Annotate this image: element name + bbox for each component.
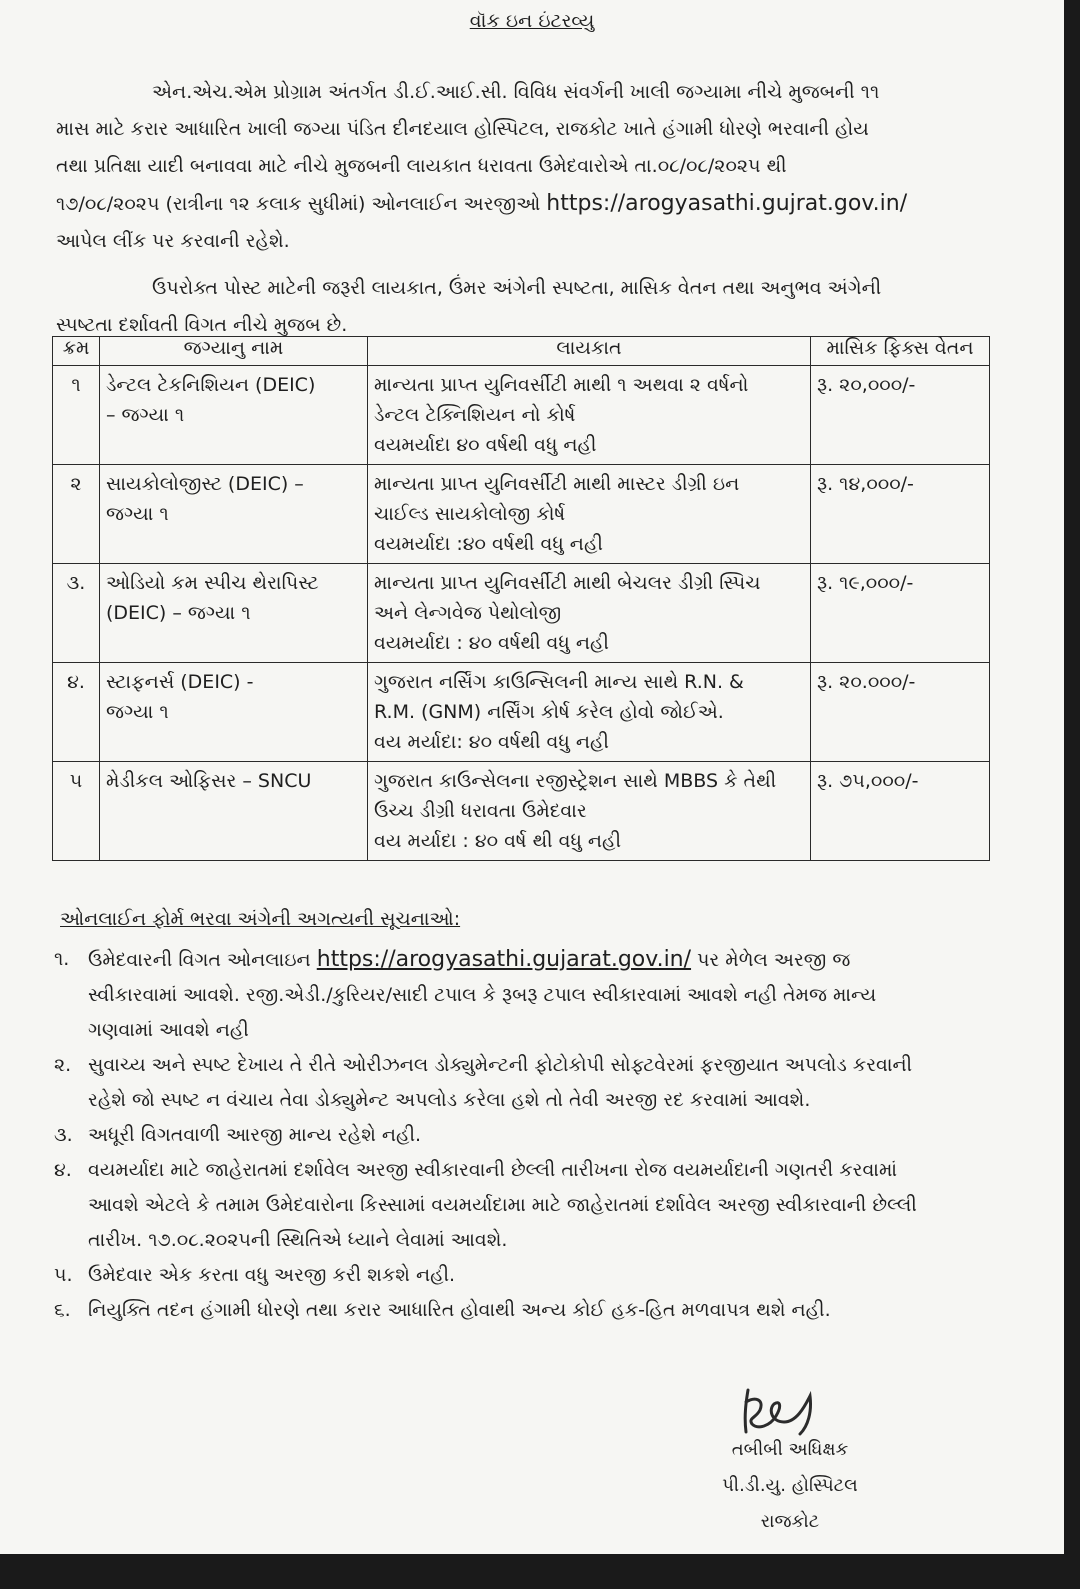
post-line: સાયકોલોજીસ્ટ (DEIC) – bbox=[106, 473, 304, 495]
qual-line: વયમર્યાદા ૪૦ વર્ષથી વધુ નહી bbox=[374, 434, 597, 456]
qual-line: માન્યતા પ્રાપ્ત યુનિવર્સીટી માથી ૧ અથવા ૨ વર્ષનો bbox=[374, 374, 749, 396]
qual-line: ડેન્ટલ ટેક્નિશિયન નો કોર્ષ bbox=[374, 404, 576, 426]
posts-table bbox=[52, 336, 990, 861]
intro-line: આપેલ લીંક પર કરવાની રહેશે. bbox=[56, 230, 290, 252]
portal-link[interactable]: https://arogyasathi.gujrat.gov.in/ bbox=[546, 191, 908, 216]
header-salary: માસિક ફિક્સ વેતન bbox=[811, 337, 990, 366]
post-line: – જગ્યા ૧ bbox=[106, 404, 185, 426]
list-item bbox=[40, 1048, 980, 1118]
intro-line: એન.એચ.એમ પ્રોગ્રામ અંતર્ગત ડી.ઈ.આઈ.સી. વિવિધ સંવર્ગની ખાલી જગ્યામા નીચે મુજબની ૧૧ bbox=[152, 81, 880, 103]
qual-line: વયમર્યાદા : ૪૦ વર્ષથી વધુ નહી bbox=[374, 632, 609, 654]
intro2-line: ઉપરોક્ત પોસ્ટ માટેની જરૂરી લાયકાત, ઉંમર અંગેની સ્પષ્ટતા, માસિક વેતન તથા અનુભવ અંગેની bbox=[152, 277, 882, 299]
intro-line bbox=[56, 185, 986, 223]
list-item bbox=[40, 1293, 980, 1328]
list-item bbox=[40, 942, 980, 1048]
post-line: જગ્યા ૧ bbox=[106, 503, 169, 525]
row-num: ૫ bbox=[53, 762, 100, 861]
item-text: ઉમેદવારની વિગત ઓનલાઇન bbox=[88, 949, 311, 971]
row-num: ૪. bbox=[53, 663, 100, 762]
post-line: મેડીકલ ઓફિસર – SNCU bbox=[106, 770, 312, 792]
item-line: સ્વીકારવામાં આવશે. રજી.એડી./કુરિયર/સાદી ટપાલ કે રૂબરૂ ટપાલ સ્વીકારવામાં આવશે નહી તેમજ માન્ય bbox=[88, 984, 877, 1006]
row-salary: રૂ. ૧૯,૦૦૦/- bbox=[811, 564, 990, 663]
post-line: (DEIC) – જગ્યા ૧ bbox=[106, 602, 251, 624]
intro-line: તથા પ્રતિક્ષા યાદી બનાવવા માટે નીચે મુજબની લાયકાત ધરાવતા ઉમેદવારોએ તા.૦૮/૦૮/૨૦૨૫ થી bbox=[56, 155, 787, 177]
list-item bbox=[40, 1118, 980, 1153]
table-row bbox=[53, 366, 990, 465]
item-line: રહેશે જો સ્પષ્ટ ન વંચાય તેવા ડોક્યુમેન્ટ અપલોડ કરેલા હશે તો તેવી અરજી રદ કરવામાં આવશે. bbox=[88, 1089, 811, 1111]
instructions-list bbox=[40, 942, 980, 1328]
qual-line: ગુજરાત નર્સિંગ કાઉન્સિલની માન્ય સાથે R.N. & bbox=[374, 671, 744, 693]
qual-line: વય મર્યાદા: ૪૦ વર્ષથી વધુ નહી bbox=[374, 731, 609, 753]
list-item bbox=[40, 1153, 980, 1258]
row-num: ૧ bbox=[53, 366, 100, 465]
row-post bbox=[100, 663, 368, 762]
qual-line: ચાઈલ્ડ સાયકોલોજી કોર્ષ bbox=[374, 503, 566, 525]
header-num: ક્રમ bbox=[53, 337, 100, 366]
row-num: ૩. bbox=[53, 564, 100, 663]
item-number: ૪. bbox=[54, 1159, 72, 1181]
row-post bbox=[100, 762, 368, 861]
intro2-line: સ્પષ્ટતા દર્શાવતી વિગત નીચે મુજબ છે. bbox=[56, 314, 348, 336]
item-line: આવશે એટલે કે તમામ ઉમેદવારોના કિસ્સામાં વયમર્યાદામા માટે જાહેરાતમાં દર્શાવેલ અરજી સ્વીકારવાની છેલ્લી bbox=[88, 1194, 917, 1216]
post-line: ઓડિયો કમ સ્પીચ થેરાપિસ્ટ bbox=[106, 572, 319, 594]
portal-link[interactable]: https://arogyasathi.gujarat.gov.in/ bbox=[316, 947, 692, 972]
post-line: ડેન્ટલ ટેકનિશિયન (DEIC) bbox=[106, 374, 316, 396]
row-salary: રૂ. ૨૦,૦૦૦/- bbox=[811, 366, 990, 465]
qual-line: માન્યતા પ્રાપ્ત યુનિવર્સીટી માથી માસ્ટર ડીગ્રી ઇન bbox=[374, 473, 740, 495]
signatory-designation: તબીબી અધિક્ષક bbox=[731, 1439, 849, 1460]
row-qualification bbox=[368, 663, 811, 762]
signatory-office: પી.ડી.યુ. હોસ્પિટલ bbox=[722, 1475, 858, 1496]
row-salary: રૂ. ૨૦.૦૦૦/- bbox=[811, 663, 990, 762]
qual-line: વય મર્યાદા : ૪૦ વર્ષ થી વધુ નહી bbox=[374, 830, 622, 852]
qual-line: ઉચ્ચ ડીગ્રી ધરાવતા ઉમેદવાર bbox=[374, 800, 587, 822]
header-qualification: લાયકાત bbox=[368, 337, 811, 366]
table-row bbox=[53, 663, 990, 762]
item-line: નિયુક્તિ તદન હંગામી ધોરણે તથા કરાર આધારિત હોવાથી અન્ય કોઈ હક-હિત મળવાપત્ર થશે નહી. bbox=[88, 1299, 831, 1321]
page-title: વૉક ઇન ઇંટરવ્યુ bbox=[469, 10, 595, 32]
item-number: ૫. bbox=[54, 1264, 73, 1286]
item-number: ૬. bbox=[54, 1299, 71, 1321]
signatory-city: રાજકોટ bbox=[760, 1511, 820, 1532]
row-qualification bbox=[368, 366, 811, 465]
intro-line: માસ માટે કરાર આધારિત ખાલી જગ્યા પંડિત દીનદયાલ હોસ્પિટલ, રાજકોટ ખાતે હંગામી ધોરણે ભરવાની હોય bbox=[56, 118, 869, 140]
qual-line: માન્યતા પ્રાપ્ત યુનિવર્સીટી માથી બેચલર ડીગ્રી સ્પિચ bbox=[374, 572, 761, 594]
intro-line-text: ૧૭/૦૮/૨૦૨૫ (રાત્રીના ૧૨ કલાક સુધીમાં) ઓનલાઈન અરજીઓ bbox=[56, 193, 541, 215]
item-line: ઉમેદવાર એક કરતા વધુ અરજી કરી શકશે નહી. bbox=[88, 1264, 456, 1286]
qual-line: વયમર્યાદા :૪૦ વર્ષથી વધુ નહી bbox=[374, 533, 603, 555]
row-qualification bbox=[368, 564, 811, 663]
item-line: તારીખ. ૧૭.૦૮.૨૦૨૫ની સ્થિતિએ ધ્યાને લેવામાં આવશે. bbox=[88, 1229, 508, 1251]
qual-line: અને લેન્ગવેજ પેથોલોજી bbox=[374, 602, 562, 624]
row-post bbox=[100, 564, 368, 663]
item-text: પર મેળેલ અરજી જ bbox=[697, 949, 851, 971]
item-line: વયમર્યાદા માટે જાહેરાતમાં દર્શાવેલ અરજી સ્વીકારવાની છેલ્લી તારીખના રોજ વયમર્યાદાની ગણતરી કરવામાં bbox=[88, 1159, 898, 1181]
post-line: સ્ટાફનર્સ (DEIC) - bbox=[106, 671, 254, 693]
header-post: જગ્યાનુ નામ bbox=[100, 337, 368, 366]
item-line: ગણવામાં આવશે નહી bbox=[88, 1019, 249, 1041]
qual-line: R.M. (GNM) નર્સિંગ કોર્ષ કરેલ હોવો જોઈએ. bbox=[374, 701, 724, 723]
item-line bbox=[88, 942, 980, 978]
table-row bbox=[53, 564, 990, 663]
qual-line: ગુજરાત કાઉન્સેલના રજીસ્ટ્રેશન સાથે MBBS કે તેથી bbox=[374, 770, 777, 792]
list-item bbox=[40, 1258, 980, 1293]
row-num: ૨ bbox=[53, 465, 100, 564]
post-line: જગ્યા ૧ bbox=[106, 701, 169, 723]
row-qualification bbox=[368, 465, 811, 564]
instructions-heading: ઓનલાઈન ફોર્મ ભરવા અંગેની અગત્યની સૂચનાઓ: bbox=[60, 908, 461, 930]
row-salary: રૂ. ૭૫,૦૦૦/- bbox=[811, 762, 990, 861]
row-salary: રૂ. ૧૪,૦૦૦/- bbox=[811, 465, 990, 564]
row-post bbox=[100, 366, 368, 465]
table-row bbox=[53, 465, 990, 564]
item-number: ૧. bbox=[54, 948, 70, 970]
item-number: ૩. bbox=[54, 1124, 73, 1146]
intro-paragraph-2 bbox=[56, 270, 986, 344]
item-line: સુવાચ્ય અને સ્પષ્ટ દેખાય તે રીતે ઓરીઝનલ ડોક્યુમેન્ટની ફોટોકોપી સોફ્ટવેરમાં ફરજીયાત અપલોડ કરવાની bbox=[88, 1054, 913, 1076]
item-number: ૨. bbox=[54, 1054, 72, 1076]
row-post bbox=[100, 465, 368, 564]
table-row bbox=[53, 762, 990, 861]
intro-paragraph bbox=[56, 74, 986, 260]
table-header-row bbox=[53, 337, 990, 366]
row-qualification bbox=[368, 762, 811, 861]
signatory-block bbox=[690, 1432, 890, 1540]
item-line: અધૂરી વિગતવાળી આરજી માન્ય રહેશે નહી. bbox=[88, 1124, 422, 1146]
